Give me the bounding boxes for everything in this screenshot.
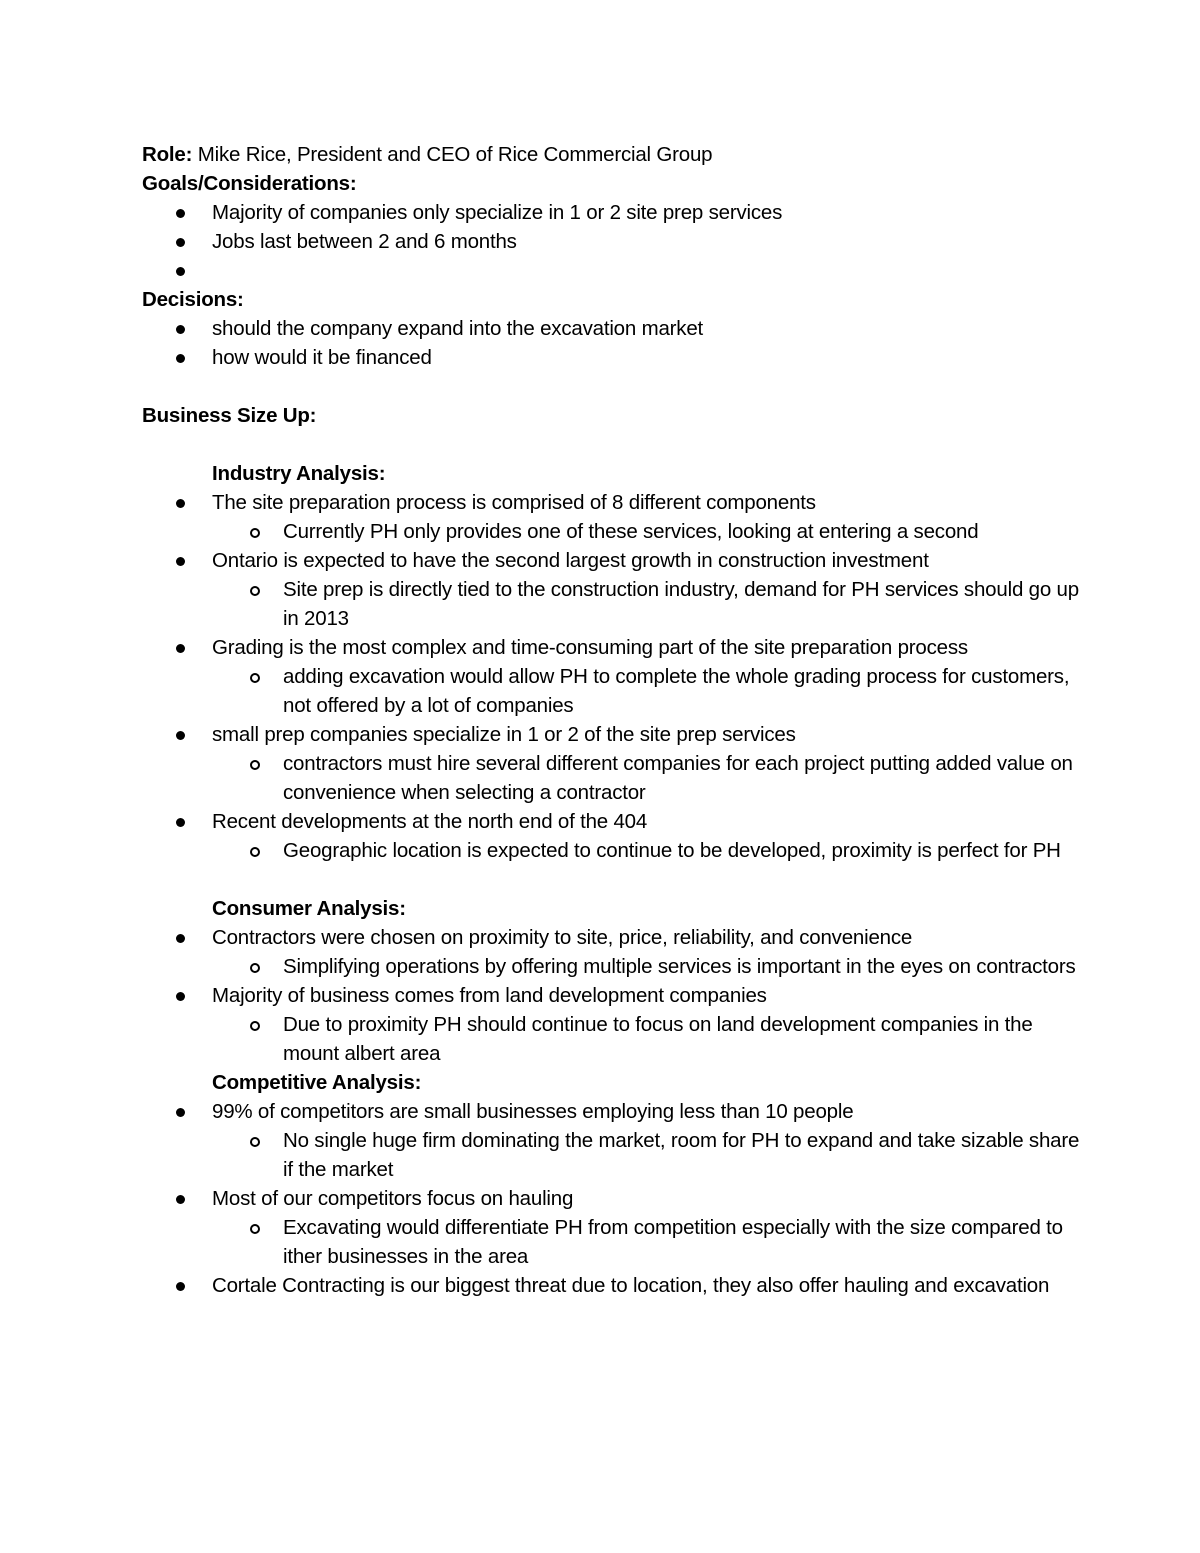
competitive-subpoint: Excavating would differentiate PH from competition especially with the size compared to ither businesses in the area (283, 1216, 1063, 1268)
competitive-point: 99% of competitors are small businesses employing less than 10 people (212, 1100, 854, 1123)
list-item (142, 633, 1082, 662)
sub-list-item (142, 836, 1082, 865)
goal-text: Majority of companies only specialize in 1 or 2 site prep services (212, 201, 783, 224)
list-item (142, 1271, 1082, 1300)
role-label: Role: (142, 143, 193, 166)
list-item (142, 1184, 1082, 1213)
bullet-icon (176, 499, 185, 508)
circle-bullet-icon (250, 1137, 260, 1147)
circle-bullet-icon (250, 1224, 260, 1234)
bullet-icon (176, 209, 185, 218)
bullet-icon (176, 238, 185, 247)
sub-list-item (142, 952, 1082, 981)
decisions-heading: Decisions: (142, 288, 244, 311)
sub-list-item (142, 1010, 1082, 1068)
role-line (142, 140, 1082, 169)
decision-text: how would it be financed (212, 346, 432, 369)
sub-list-item (142, 1126, 1082, 1184)
circle-bullet-icon (250, 847, 260, 857)
competitive-analysis-heading: Competitive Analysis: (212, 1071, 422, 1094)
industry-subpoint: contractors must hire several different companies for each project putting added value on convenience when selecting a contractor (283, 752, 1073, 804)
bullet-icon (176, 644, 185, 653)
industry-subpoint: Site prep is directly tied to the construction industry, demand for PH services should go up in 2013 (283, 578, 1079, 630)
list-item (142, 198, 1082, 227)
industry-point: Grading is the most complex and time-consuming part of the site preparation process (212, 636, 968, 659)
sub-list-item (142, 662, 1082, 720)
industry-analysis-heading: Industry Analysis: (212, 462, 386, 485)
consumer-point: Contractors were chosen on proximity to site, price, reliability, and convenience (212, 926, 913, 949)
sub-list-item (142, 749, 1082, 807)
circle-bullet-icon (250, 760, 260, 770)
list-item (142, 807, 1082, 836)
bullet-icon (176, 1282, 185, 1291)
sub-list-item (142, 1213, 1082, 1271)
list-item (142, 488, 1082, 517)
goal-text: Jobs last between 2 and 6 months (212, 230, 517, 253)
bullet-icon (176, 267, 185, 276)
bullet-icon (176, 1195, 185, 1204)
industry-subpoint: Geographic location is expected to continue to be developed, proximity is perfect for PH (283, 839, 1061, 862)
sub-list-item (142, 517, 1082, 546)
list-item (142, 314, 1082, 343)
document-page (142, 140, 1082, 1300)
industry-point: small prep companies specialize in 1 or 2 of the site prep services (212, 723, 796, 746)
bullet-icon (176, 818, 185, 827)
consumer-subpoint: Due to proximity PH should continue to focus on land development companies in the mount albert area (283, 1013, 1033, 1065)
competitive-list (142, 1097, 1082, 1300)
consumer-list (142, 923, 1082, 1068)
list-item (142, 343, 1082, 372)
industry-subpoint: Currently PH only provides one of these services, looking at entering a second (283, 520, 979, 543)
list-item (142, 227, 1082, 256)
industry-point: Recent developments at the north end of the 404 (212, 810, 648, 833)
circle-bullet-icon (250, 586, 260, 596)
bullet-icon (176, 354, 185, 363)
business-size-up-heading: Business Size Up: (142, 404, 317, 427)
industry-point: The site preparation process is comprised of 8 different components (212, 491, 816, 514)
competitive-point: Most of our competitors focus on hauling (212, 1187, 574, 1210)
list-item (142, 720, 1082, 749)
circle-bullet-icon (250, 528, 260, 538)
industry-point: Ontario is expected to have the second largest growth in construction investment (212, 549, 929, 572)
list-item (142, 923, 1082, 952)
list-item (142, 1097, 1082, 1126)
decision-text: should the company expand into the excavation market (212, 317, 704, 340)
circle-bullet-icon (250, 963, 260, 973)
consumer-subpoint: Simplifying operations by offering multiple services is important in the eyes on contractors (283, 955, 1076, 978)
role-text: Mike Rice, President and CEO of Rice Commercial Group (192, 143, 713, 166)
list-item (142, 546, 1082, 575)
list-item (142, 981, 1082, 1010)
decisions-list (142, 314, 1082, 372)
industry-subpoint: adding excavation would allow PH to complete the whole grading process for customers, not offered by a lot of companies (283, 665, 1070, 717)
goals-heading: Goals/Considerations: (142, 172, 357, 195)
consumer-analysis-heading: Consumer Analysis: (212, 897, 406, 920)
goals-list (142, 198, 1082, 285)
industry-list (142, 488, 1082, 865)
bullet-icon (176, 1108, 185, 1117)
circle-bullet-icon (250, 673, 260, 683)
bullet-icon (176, 992, 185, 1001)
competitive-point: Cortale Contracting is our biggest threat due to location, they also offer hauling and excavation (212, 1274, 1050, 1297)
list-item (142, 256, 1082, 285)
competitive-subpoint: No single huge firm dominating the market, room for PH to expand and take sizable share if the market (283, 1129, 1080, 1181)
bullet-icon (176, 557, 185, 566)
bullet-icon (176, 325, 185, 334)
consumer-point: Majority of business comes from land development companies (212, 984, 767, 1007)
bullet-icon (176, 934, 185, 943)
bullet-icon (176, 731, 185, 740)
sub-list-item (142, 575, 1082, 633)
circle-bullet-icon (250, 1021, 260, 1031)
